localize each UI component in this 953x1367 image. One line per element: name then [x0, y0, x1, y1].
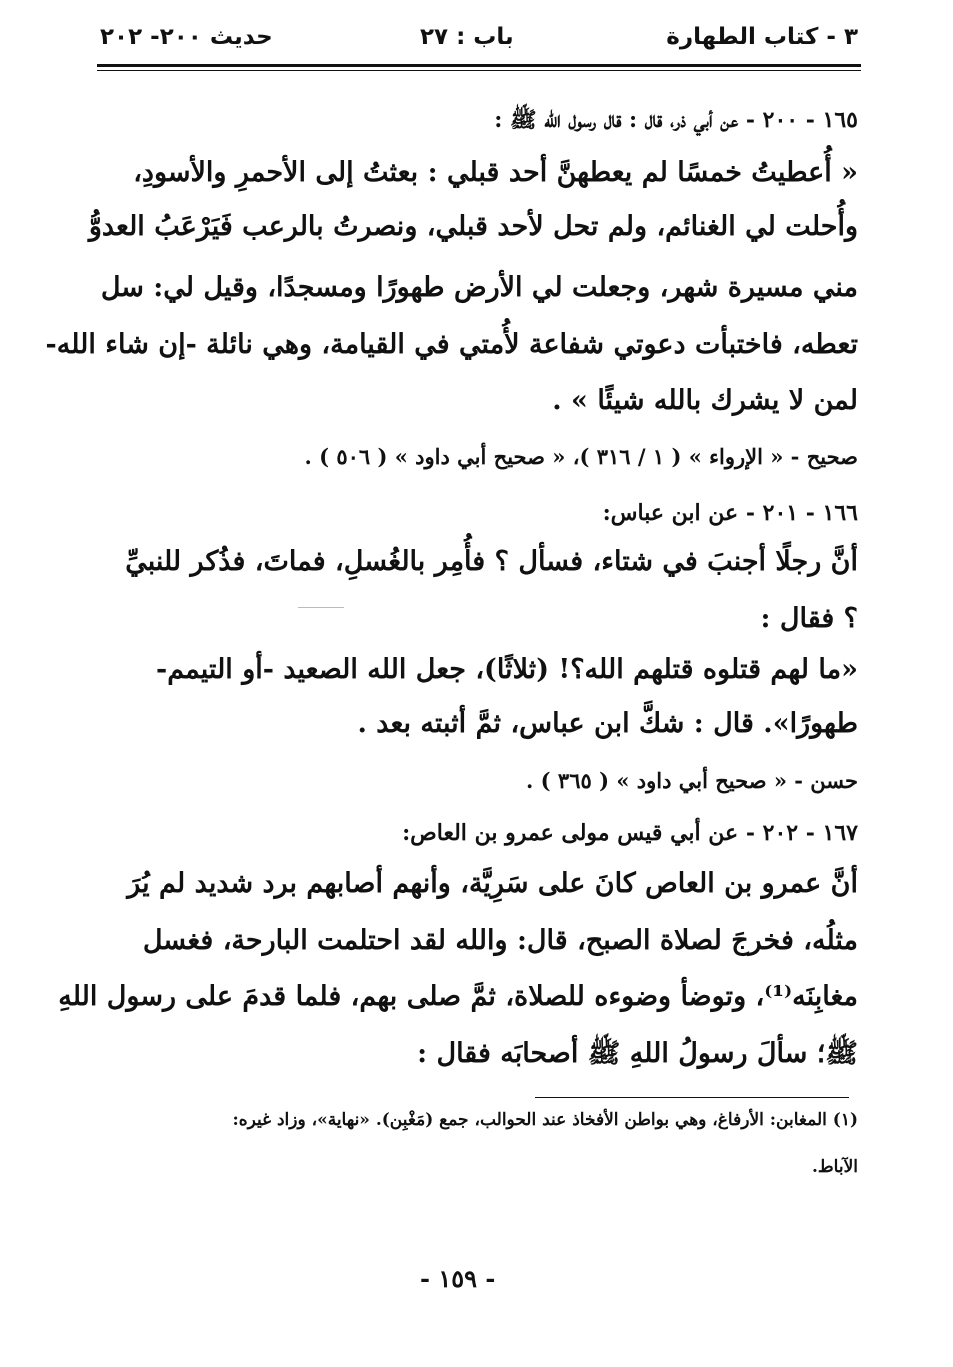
header-rule-thin: [97, 70, 861, 71]
hadith-heading: ١٦٧ - ٢٠٢ - عن أبي قيس مولى عمرو بن العاص:: [402, 820, 858, 846]
text-line: مغابِنَه⁽¹⁾، وتوضأ وضوءه للصلاة، ثمَّ صلى بهم، فلما قدمَ على رسول اللهِ: [58, 981, 858, 1012]
running-header-section: باب : ٢٧: [420, 24, 514, 50]
text-line: ﷺ؛ سألَ رسولُ اللهِ ﷺ أصحابَه فقال :: [417, 1038, 858, 1069]
text-line: أنَّ رجلًا أجنبَ في شتاء، فسأل ؟ فأُمِر بالغُسلِ، فماتَ، فذُكر للنبيِّ: [125, 546, 858, 577]
header-rule: [97, 64, 861, 67]
text-line: طهورًا». قال : شكَّ ابن عباس، ثمَّ أثبته بعد .: [357, 708, 858, 739]
text-line: « أُعطيتُ خمسًا لم يعطهنَّ أحد قبلي : بعثتُ إلى الأحمرِ والأسودِ،: [133, 157, 858, 188]
text-line: تعطه، فاختبأت دعوتي شفاعة لأُمتي في القيامة، وهي نائلة -إن شاء الله-: [45, 329, 858, 360]
footnote-rule: [535, 1097, 849, 1098]
hadith-heading: ١٦٥ - ٢٠٠ - عن أبي ذر، قال : قال رسول الله ﷺ :: [494, 107, 858, 133]
text-line: وأُحلت لي الغنائم، ولم تحل لأحد قبلي، ونصرتُ بالرعب فَيَرْعَبُ العدوُّ: [88, 211, 858, 242]
running-header-chapter: ٣ - كتاب الطهارة: [666, 24, 858, 50]
text-line: مني مسيرة شهر، وجعلت لي الأرض طهورًا ومسجدًا، وقيل لي: سل: [100, 272, 858, 303]
faint-mark: [298, 607, 344, 608]
page-number: - ١٥٩ -: [420, 1264, 496, 1293]
text-line: ؟ فقال :: [760, 603, 858, 634]
text-line: مثلُه، فخرجَ لصلاة الصبح، قال: والله لقد احتلمت البارحة، فغسل: [142, 925, 858, 956]
text-line: لمن لا يشرك بالله شيئًا » .: [552, 385, 858, 416]
running-header-hadith-range: حديث ٢٠٠- ٢٠٢: [100, 24, 273, 50]
text-line: «ما لهم قتلوه قتلهم الله؟! (ثلاثًا)، جعل الله الصعيد -أو التيمم-: [156, 654, 858, 685]
footnote-line: (١) المغابن: الأرفاغ، وهي بواطن الأفخاذ عند الحوالب، جمع (مَغْبِن). «نهاية»، وزاد غيره:: [232, 1110, 858, 1130]
grading-line: حسن - « صحيح أبي داود » ( ٣٦٥ ) .: [526, 768, 858, 793]
grading-line: صحيح - « الإرواء » ( ١ / ٣١٦ )، « صحيح أبي داود » ( ٥٠٦ ) .: [304, 444, 858, 469]
hadith-heading: ١٦٦ - ٢٠١ - عن ابن عباس:: [602, 500, 858, 526]
text-line: أنَّ عمرو بن العاص كانَ على سَرِيَّة، وأنهم أصابهم برد شديد لم يُرَ: [127, 868, 858, 899]
footnote-line: الآباط.: [812, 1157, 858, 1177]
